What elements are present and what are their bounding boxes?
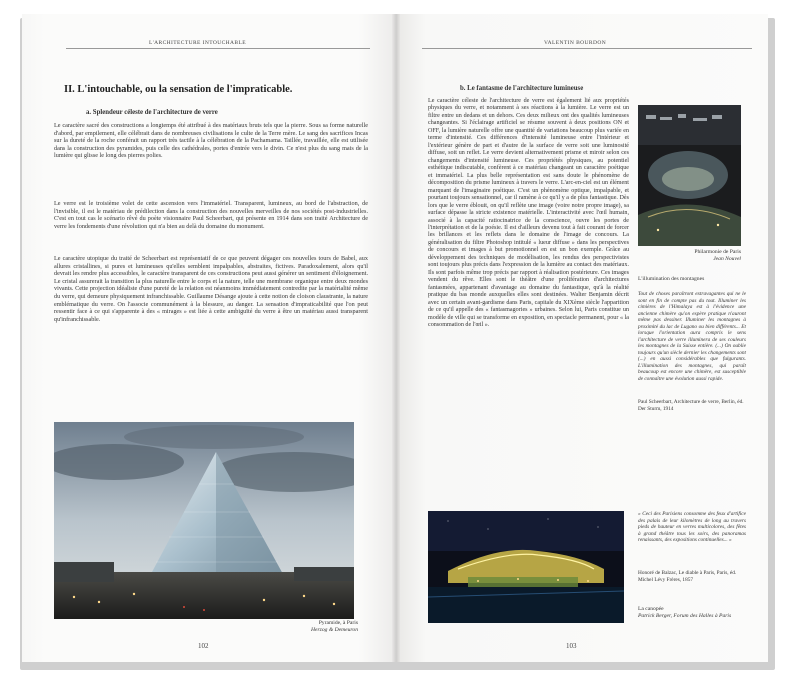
- pyramid-illustration: [54, 422, 354, 619]
- sidebar-attribution: Paul Scheerbart, Architecture de verre, Berlin, éd. Der Sturm, 1914: [638, 399, 744, 412]
- canopee-caption-credit: Patrick Berger, Forum des Halles à Paris: [638, 613, 732, 619]
- left-page-number: 102: [198, 642, 209, 650]
- pyramid-caption-title: Pyramide, à Paris: [318, 620, 358, 626]
- canopee-illustration: [428, 511, 624, 623]
- right-main-text: Le caractère céleste de l'architecture de verre est également lié aux propriétés physiques du verre, et notamment à ses réactions à la lumière. Le verre est un filtre entre un dedans et un dehors. Ces deux milieux ont des qualités lumineuses changeantes. Si l'éclairage artificiel se résume souvent à deux positions ON et OFF, la lumière naturelle offre une quantité de variations beaucoup plus variée en terme d'intensité. Ces différences d'intensité lumineuse entre l'intérieur et l'extérieur génère de part et d'autre de la surface de verre soit une luminosité diffuse, soit un reflet. Le verre devient alternativement prisme et miroir selon ces changements d'intensité lumineuse. Ces propriétés physiques, au potentiel esthétique indiscutable, confèrent à ce matériau changeant un caractère poétique et immatériel. La plus belle représentation est sans doute le phénomène de décomposition du prisme lumineux à travers le verre. L'arc-en-ciel est un élément marquant de l'imaginaire poétique. C'est un phénomène optique, impalpable, et pourtant toujours sensationnel, car il ramène à ce qu'il y a de plus fantastique. Dès lors que le verre éblouit, on qu'il reflète une image (voire notre propre image), sa surface dépasse la stricte existence matérielle. L'interactivité avec l'œil humain, associé à la capacité ratiocinatrice de la conscience, ouvre les portes de l'interprétation et de la poésie. Il est d'ailleurs devenu tout à fait courant de forcer les brillances et les reflets dans le domaine de l'image de concours. La généralisation du filtre Photoshop intitulé « lueur diffuse » dans les perspectives de concours et images à but promotionnel en est un bon exemple. Grâce au développement des techniques de modélisation, les rendus des perspectivistes sont toujours plus précis dans l'expression de la lumière au contact des matériaux. Ils sont parfois même trop précis par rapport à réalisation postérieure. Ces images vendent du rêve. Elles sont le théâtre d'une prolifération d'architectures fantasmées, appartenant d'avantage au domaine du fantastique, qu'à la réalité pratique du bas monde auxquelles elles sont destinées. Walter Benjamin décrit avec un certain avant-gardisme dans Paris, capitale du XIXème siècle l'apparition de ce qu'il appelle des « fantasmagories » urbaines. Selon lui, Paris constitue un modèle de ville qui se transforme en exposition, en spectacle permanent, pour « la consommation de l'œil ».: [428, 98, 629, 329]
- canopee-caption: [638, 606, 748, 620]
- canopee-caption-title: La canopée: [638, 606, 664, 612]
- philharmonie-illustration: [638, 105, 741, 246]
- right-header-rule: [422, 48, 752, 49]
- left-header-rule: [66, 48, 370, 49]
- page-heading: II. L'intouchable, ou la sensation de l'impraticable.: [64, 84, 293, 95]
- right-page-number: 103: [566, 642, 577, 650]
- pyramid-photo: [54, 422, 354, 619]
- sidebar-heading: L'illumination des montagnes: [638, 276, 705, 282]
- left-paragraph-1: Le caractère sacré des constructions a longtemps été attribué à des matériaux bruts tels que la pierre. Sous sa forme naturelle d'abord, par empilement, elle célébrait dans de nombreuses civilisations le culte de la Terre mère. Le sang des sacrifices Incas sur la dureté de la roche conférait un rapport très tactile à la célébration de la Pachamama. Taillée, travaillée, elle est utilisée dans la construction des pyramides, puis celle des cathédrales, portes d'entrée vers le divin. Ce n'est plus du sang mais de la lumière qui glisse le long des pierres polies.: [54, 122, 368, 160]
- right-running-head: VALENTIN BOURDON: [544, 40, 607, 46]
- right-page: [396, 14, 768, 662]
- balzac-quote: « Ceci des Parisiens consomme des feux d'artifice des palais de leur kilomètres de long au travers pieds de hauteur en verres multicolores, des fêtes à grand théâtre tous les soirs, des panoramas renaissants, des expositions continuelles... »: [638, 511, 746, 543]
- left-paragraph-2: Le verre est le troisième volet de cette ascension vers l'immatériel. Transparent, lumineux, au bord de l'abstraction, de l'invisible, il est le matériau de prédilection dans la construction des nouvelles merveilles de nos sociétés post-industrielles. C'est en tout cas le scénario rêvé du poète visionnaire Paul Scheerbart, qui présente en 1914 dans son traité Architecture de verre les fondements d'une révolution qui n'a bien au delà du domaine du monument.: [54, 200, 368, 230]
- left-page: [22, 14, 396, 662]
- left-paragraph-3: Le caractère utopique du traité de Scheerbart est représentatif de ce que peuvent dégager ces nouvelles tours de Babel, aux allures cristallines, si pures et lumineuses qu'elles semblent impalpables, abstraites, fictives. Paradoxalement, alors qu'il devrait les rendre plus accessibles, le caractère transparent de ces constructions peut aussi générer un sentiment d'éloignement. Le cristal assurerait la transition la plus naturelle entre le corps et la nature, telle une membrane organique entre deux mondes vivants. Cette projection idéaliste d'une pureté de la relation est néanmoins immédiatement contredite par la matérialité même du verre, qui demeure physiquement infranchissable. Guillaume Désange ajoute à cette notion de cloison claustrante, la nature emblématique du verre. On l'associe communément à la blessure, au danger. La sensation d'impraticabilité que l'on peut ressentir face à ce qui s'apparente à des « mirages » est liée à cette ambiguïté du verre à être un matériau aussi transparent qu'infranchissable.: [54, 255, 368, 323]
- philharmonie-caption-title: Philarmonie de Paris: [694, 249, 741, 255]
- philharmonie-caption: [638, 249, 741, 263]
- book-spine: [392, 14, 400, 662]
- section-subheading: a. Splendeur céleste de l'architecture de verre: [86, 109, 218, 116]
- philharmonie-photo: [638, 105, 741, 246]
- sidebar-quote: Tout de choses paraîtront extravagantes qui ne le sont en fin de compte pas du tout. Illuminer les cimières de l'Himalaya est à l'évidence une ancienne chimère qu'on espère pratique n'auront même pas dessiner. Illuminer les montagnes à proximité du lac de Lugano ou bien différents... Et lorsque l'orientation aura compris le sens l'architecture de verre illuminera de ses couleurs les montagnes de la Suisse entière. (...) On oublie toujours qu'un siècle dernier les changements sont (...) en aussi considérables que fulgurants. L'illumination des montagnes, qui paraît beaucoup est encore une chimère, est susceptible de connaître une évolution aussi rapide.: [638, 291, 746, 382]
- canopee-photo: [428, 511, 624, 623]
- right-subheading: b. Le fantasme de l'architecture lumineuse: [460, 85, 584, 92]
- balzac-attribution: Honoré de Balzac, Le diable à Paris, Paris, éd. Michel Lévy Frères, 1857: [638, 570, 737, 583]
- pyramid-caption: [258, 620, 358, 634]
- philharmonie-caption-credit: Jean Nouvel: [713, 256, 741, 262]
- left-running-head: L'ARCHITECTURE INTOUCHABLE: [149, 40, 246, 46]
- pyramid-caption-credit: Herzog & Demeuron: [310, 627, 358, 633]
